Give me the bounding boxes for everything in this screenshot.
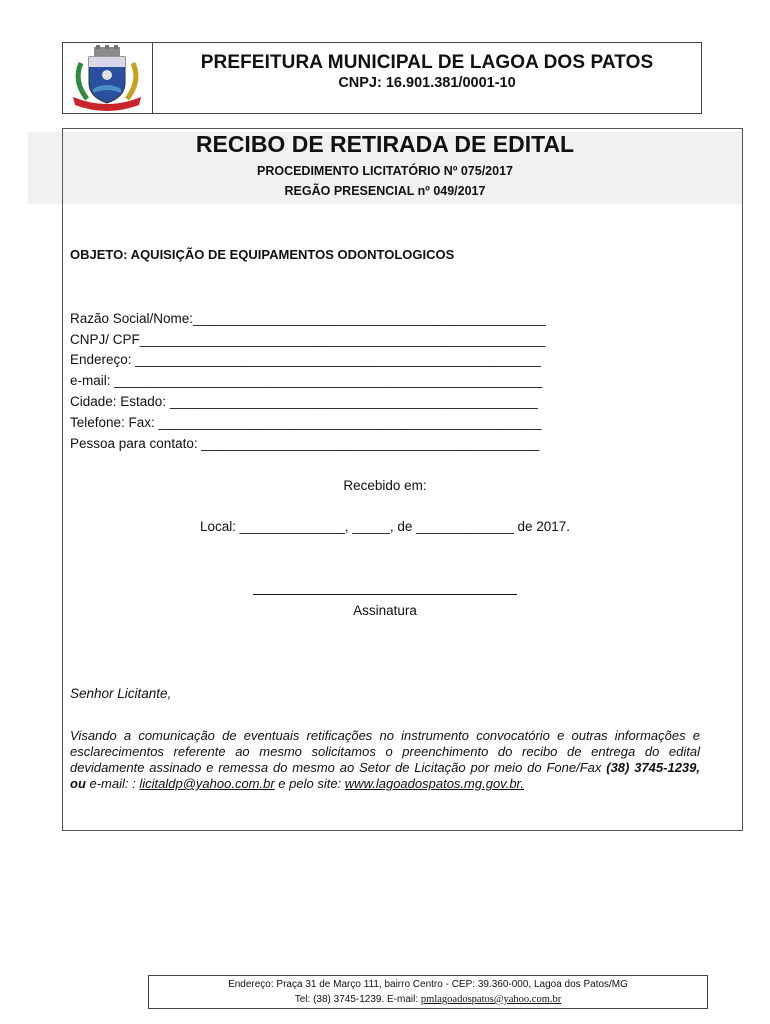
local-date-line[interactable]: Local: ______________, _____, de _____________ de 2017. [199,519,571,534]
notice-email-link[interactable]: licitaldp@yahoo.com.br [139,776,275,791]
municipal-coat-of-arms-icon [67,45,147,111]
document-title: RECIBO DE RETIRADA DE EDITAL [195,131,575,157]
notice-text-1: Visando a comunicação de eventuais retificações no instrumento convocatório e outras informações e esclarecimentos referente ao mesmo solicitamos o preenchimento do recibo de entrega do edital devidamente assinado e remessa do mesmo ao Setor de Licitação por meio do Fone/Fax [70,728,700,775]
notice-paragraph [70,728,700,792]
objeto-line: OBJETO: AQUISIÇÃO DE EQUIPAMENTOS ODONTOLOGICOS [70,247,455,262]
salutation: Senhor Licitante, [70,686,172,701]
footer-email-link[interactable]: pmlagoadospatos@yahoo.com.br [420,994,562,1005]
logo-cell [63,43,153,113]
field-cnpj-cpf[interactable]: CNPJ/ CPF______________________________________________________ [70,332,546,347]
org-cnpj: CNPJ: 16.901.381/0001-10 [338,75,516,91]
footer-address: Endereço: Praça 31 de Março 111, bairro Centro - CEP: 39.360-000, Lagoa dos Patos/MG [228,979,628,990]
notice-text-3: e pelo site: [274,776,345,791]
notice-site-link[interactable]: www.lagoadospatos.mg.gov.br. [344,776,525,791]
procedimento-number: PROCEDIMENTO LICITATÓRIO Nº 075/2017 [256,164,513,178]
received-label: Recebido em: [343,478,427,493]
notice-text-2: e-mail: : [85,776,140,791]
field-razao-social[interactable]: Razão Social/Nome:_______________________________________________ [70,311,546,326]
field-cidade-estado[interactable]: Cidade: Estado: _________________________________________________ [70,394,538,409]
field-telefone-fax[interactable]: Telefone: Fax: ___________________________________________________ [70,415,542,430]
org-name: PREFEITURA MUNICIPAL DE LAGOA DOS PATOS [200,52,654,73]
field-email[interactable]: e-mail: _________________________________________________________ [70,373,543,388]
notice-phone: (38) 3745-1239, ou [70,760,701,791]
field-endereco[interactable]: Endereço: ______________________________________________________ [70,352,541,367]
signature-line[interactable] [253,594,517,595]
footer-tel: Tel: (38) 3745-1239. E-mail: [294,994,421,1005]
footer [148,975,708,1009]
letterhead [62,42,702,114]
signature-label: Assinatura [353,603,417,618]
pregao-number: REGÃO PRESENCIAL nº 049/2017 [284,184,486,198]
field-pessoa-contato[interactable]: Pessoa para contato: _____________________________________________ [70,436,540,451]
footer-contact [149,994,707,1005]
